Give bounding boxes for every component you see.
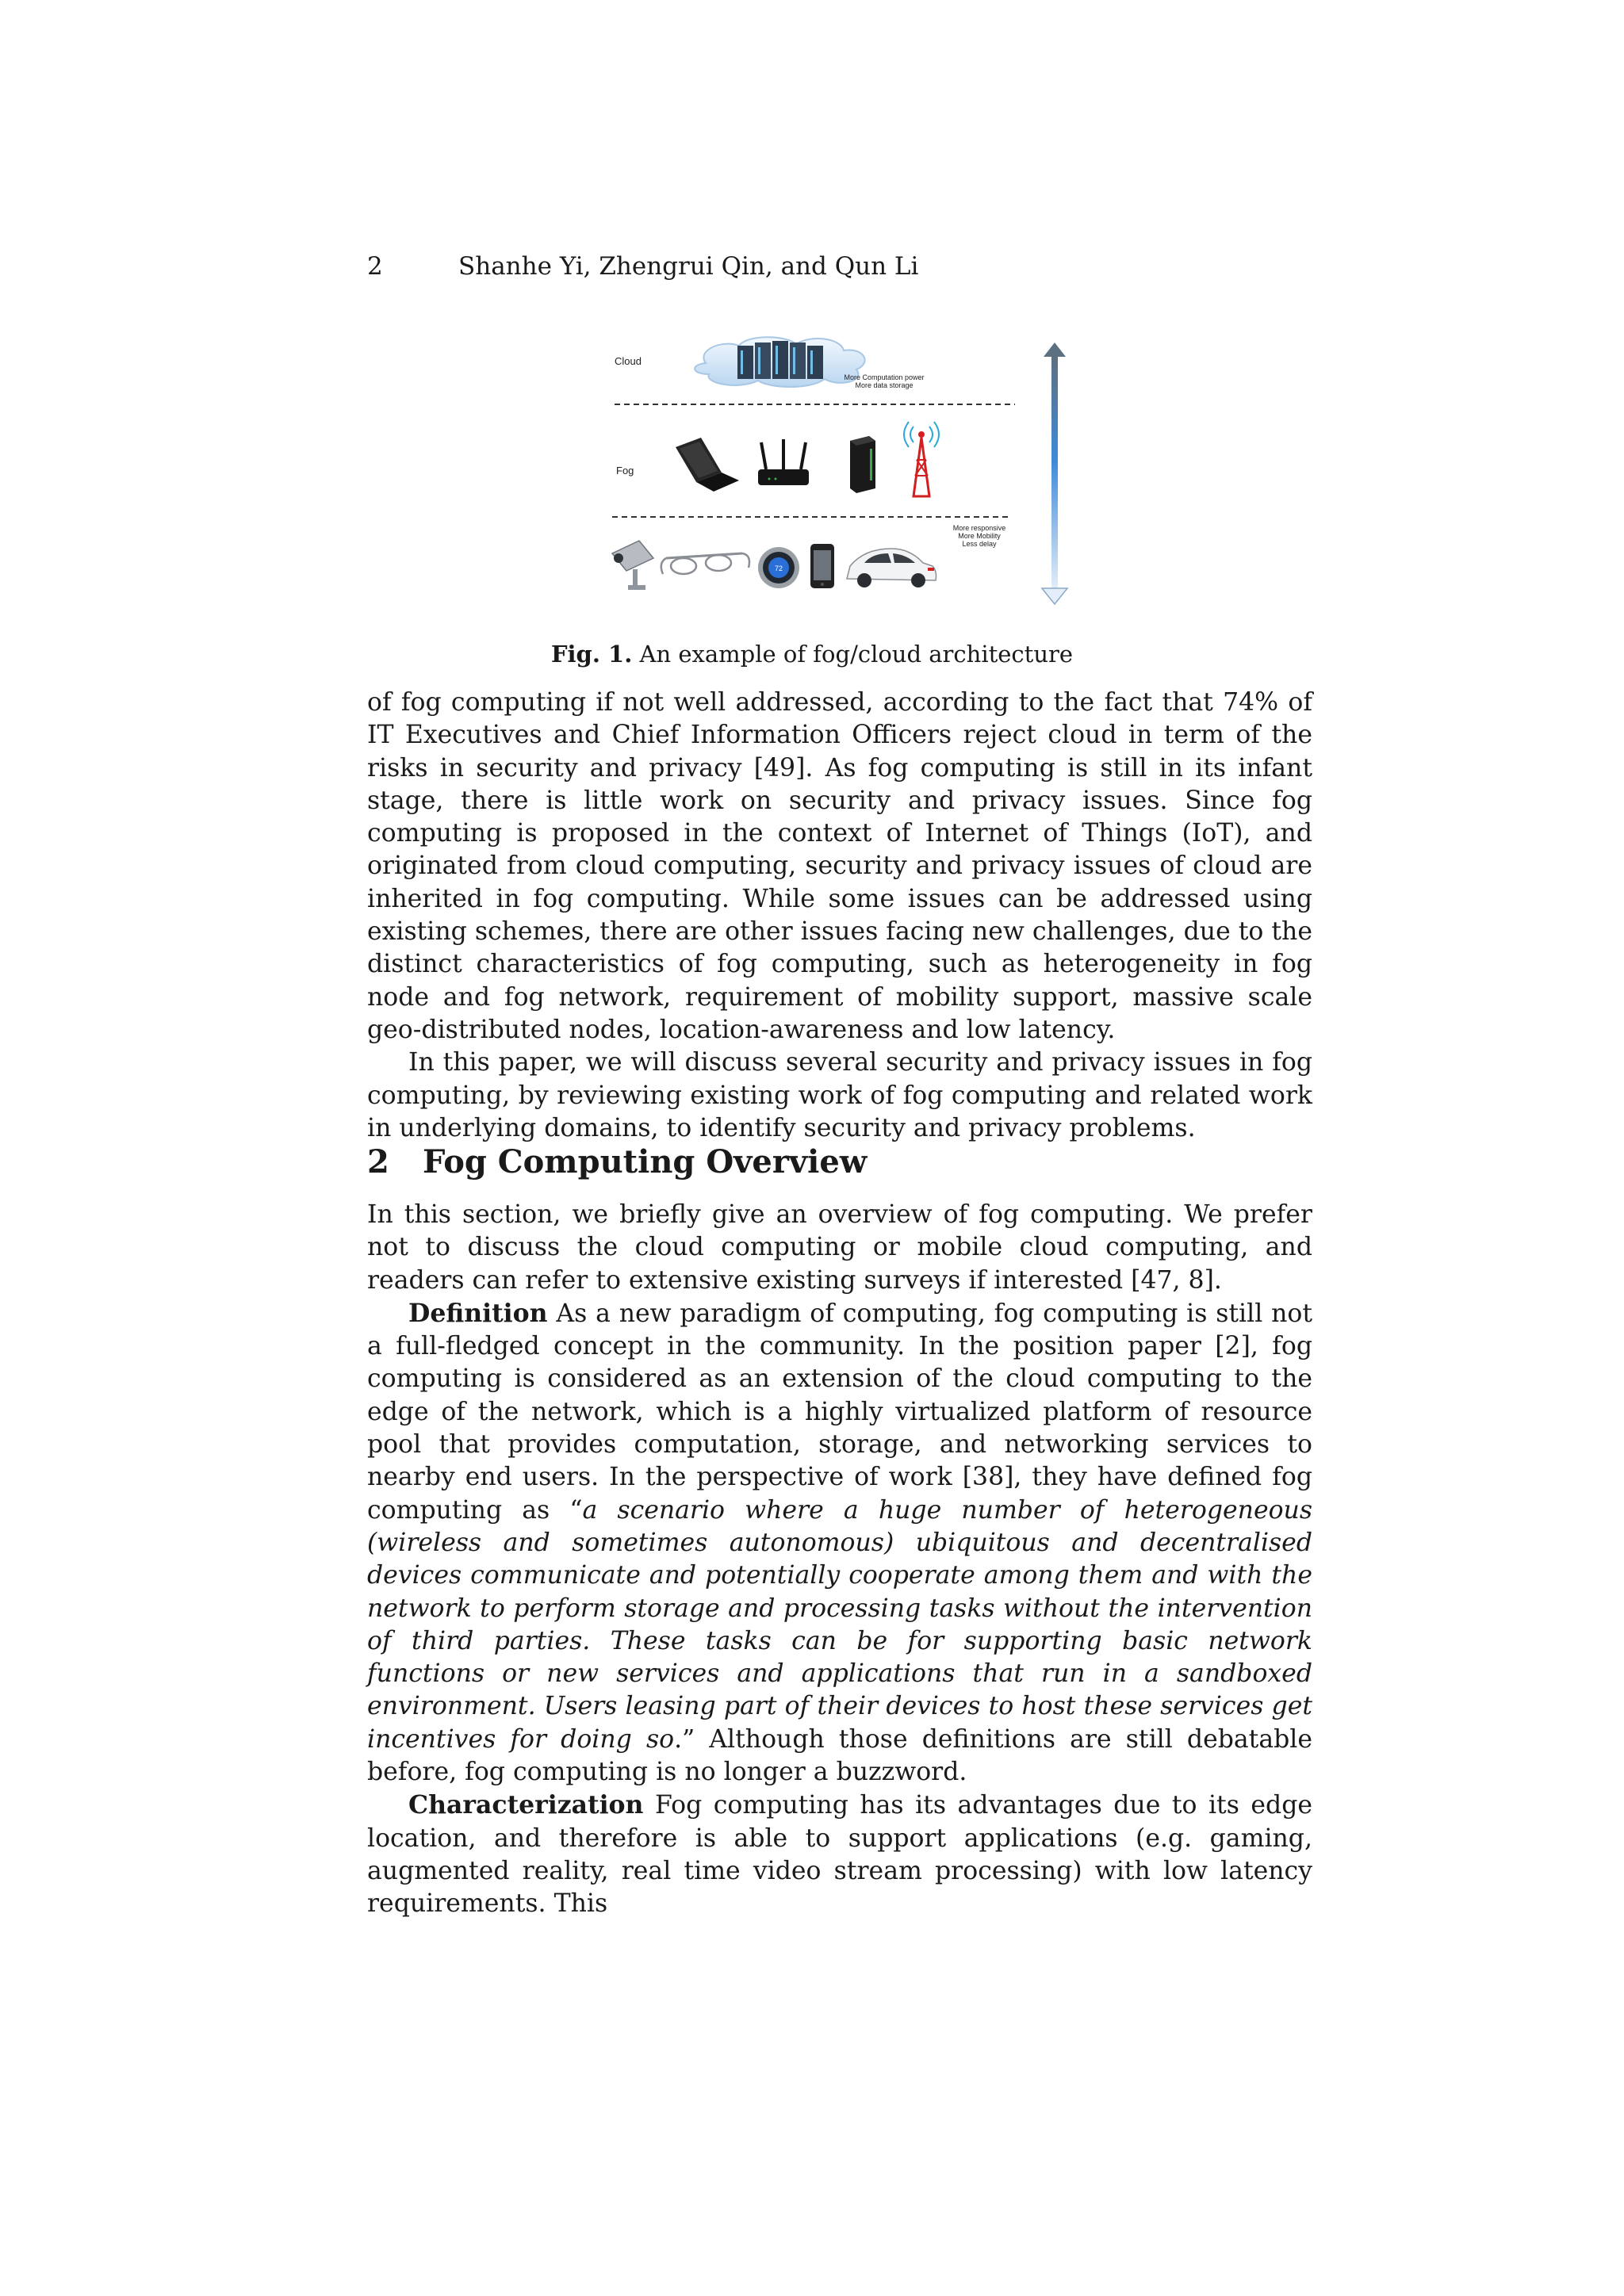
cloud-layer-label: Cloud <box>615 355 642 367</box>
section-number: 2 <box>367 1143 389 1181</box>
definition-label: Definition <box>408 1298 548 1328</box>
smartphone-icon <box>810 544 834 588</box>
router-icon <box>758 439 809 485</box>
caption-label: Fig. 1. <box>550 641 633 668</box>
arrow-bottom-label-3: Less delay <box>962 540 997 548</box>
paragraph: In this paper, we will discuss several security and privacy issues in fog computing, by reviewing existing work of fog computing and related work in underlying domains, to identify security and privacy problems. <box>367 1048 1312 1142</box>
figure-caption <box>0 641 1624 668</box>
section-heading <box>367 1143 867 1181</box>
arrow-top-label-1: More Computation power <box>844 373 925 381</box>
thermostat-icon <box>758 547 799 588</box>
fog-cloud-architecture-figure <box>603 333 1078 610</box>
characterization-label: Characterization <box>408 1790 644 1820</box>
server-icon <box>850 436 875 493</box>
paragraph: In this section, we briefly give an overview of fog computing. We prefer not to discuss the cloud computing or mobile cloud computing, and readers can refer to extensive existing surveys if interested [47, 8]. <box>367 1200 1312 1295</box>
paragraph: of fog computing if not well addressed, according to the fact that 74% of IT Executives and Chief Information Officers reject cloud in term of the risks in security and privacy [49]. As fog computing is still in its infant stage, there is little work on security and privacy issues. Since fog computing is proposed in the context of Internet of Things (IoT), and originated from cloud computing, security and privacy issues of cloud are inherited in fog computing. While some issues can be addressed using existing schemes, there are other issues facing new challenges, due to the distinct characteristics of fog computing, such as heterogeneity in fog node and fog network, requirement of mobility support, massive scale geo-distributed nodes, location-awareness and low latency. <box>367 688 1312 1044</box>
caption-text: An example of fog/cloud architecture <box>639 641 1074 668</box>
characterization-text: Fog computing has its advantages due to its edge location, and therefore is able to support applications (e.g. gaming, augmented reality, real time video stream processing) with low latency requirements. This <box>367 1791 1312 1919</box>
section-title: Fog Computing Overview <box>423 1143 868 1181</box>
fog-layer-label: Fog <box>616 465 634 476</box>
arrow-bottom-label-1: More responsive <box>952 524 1006 532</box>
arrow-bottom-label-2: More Mobility <box>958 532 1001 540</box>
capability-arrow <box>1042 342 1067 604</box>
arrow-top-label-2: More data storage <box>855 381 914 389</box>
laptop-icon <box>676 438 739 492</box>
page-number: 2 <box>367 252 383 281</box>
car-icon <box>847 549 936 587</box>
definition-paragraph <box>367 1297 1312 1789</box>
security-camera-icon <box>612 541 653 590</box>
definition-tail: .” Although those definitions are still debatable before, fog computing is no longer a buzzword. <box>367 1724 1312 1787</box>
cloud-datacenter-icon <box>695 337 864 387</box>
definition-text: As a new paradigm of computing, fog computing is still not a full-fledged concept in the community. In the position paper [2], fog computing is considered as an extension of the cloud computing to the edge of the network, which is a highly virtualized platform of resource pool that provides computation, storage, and networking services to nearby end users. In the perspective of work [38], they have defined fog computing as “ <box>367 1299 1313 1525</box>
section-text-block <box>367 1199 1312 1921</box>
running-head-authors: Shanhe Yi, Zhengrui Qin, and Qun Li <box>458 252 919 281</box>
definition-quote: a scenario where a huge number of heterogeneous (wireless and sometimes autonomous) ubiquitous and decentralised devices communicate and potentially cooperate among them and with the network to perform storage and processing tasks without the intervention of third parties. These tasks can be for supporting basic network functions or new services and applications that run in a sandboxed environment. Users leasing part of their devices to host these services get incentives for doing so <box>367 1495 1312 1754</box>
cell-tower-icon <box>904 422 939 496</box>
characterization-paragraph <box>367 1789 1312 1920</box>
smart-glasses-icon <box>661 553 749 574</box>
intro-text-block <box>367 687 1312 1145</box>
thermostat-reading: 72 <box>774 564 783 572</box>
